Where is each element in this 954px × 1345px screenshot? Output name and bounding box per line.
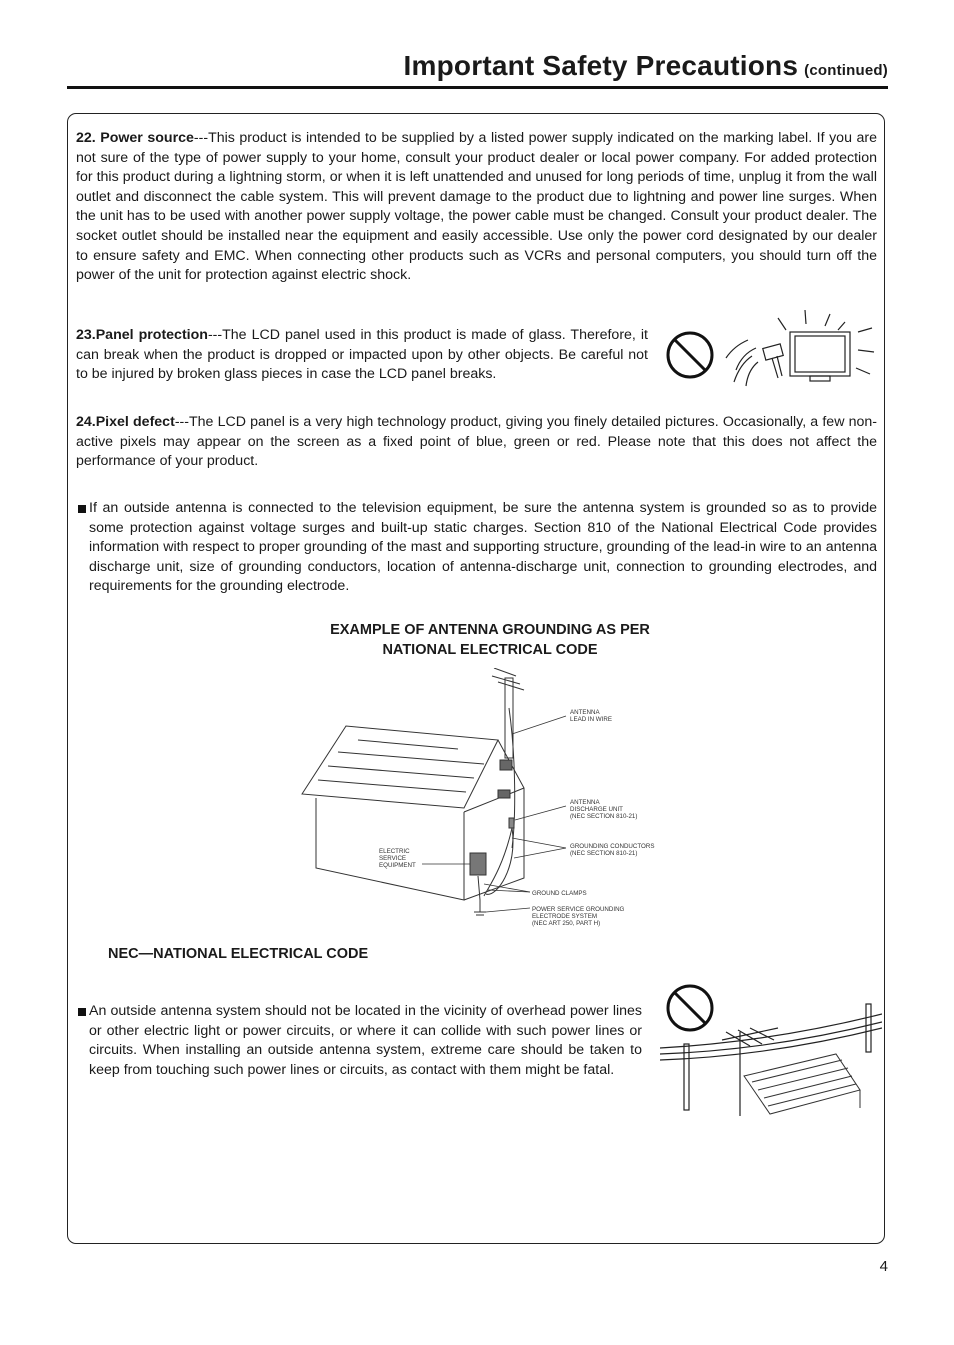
pixel-defect-text: ---The LCD panel is a very high technology product, giving you finely detailed pictures. Occasionally, a few non-active pixels may appear on the screen as a fixed point of blue, green or red. Please note that this does not affect the performance of your product. xyxy=(76,414,877,470)
title-continued: (continued) xyxy=(804,62,888,79)
roof-drawing xyxy=(744,1054,860,1114)
label-leaders xyxy=(422,716,566,912)
house-drawing xyxy=(302,726,524,900)
bullet-antenna-grounding xyxy=(89,499,877,597)
label-discharge-2: DISCHARGE UNIT xyxy=(570,806,623,813)
label-discharge-1: ANTENNA xyxy=(570,799,600,806)
title-rule xyxy=(67,86,888,89)
caption-line-2: NATIONAL ELECTRICAL CODE xyxy=(382,642,598,658)
antenna-mast xyxy=(492,668,524,848)
item-power-source xyxy=(76,129,877,286)
power-line-warning-illustration xyxy=(660,980,882,1120)
label-service-1: ELECTRIC xyxy=(379,848,410,855)
power-lines-text: An outside antenna system should not be located in the vicinity of overhead power lines or other electric light or power circuits, or where it can collide with such power lines or circuits. When installing an outside antenna system, extreme care should be taken to keep from touching such power lines or circuits, as contact with them might be fatal. xyxy=(89,1003,642,1078)
diagram-labels xyxy=(379,709,654,927)
title-text: Important Safety Precautions xyxy=(403,50,799,81)
bullet-square xyxy=(78,505,86,513)
label-conductors-1: GROUNDING CONDUCTORS xyxy=(570,843,655,850)
label-electrode-3: (NEC ART 250, PART H) xyxy=(532,920,601,927)
label-service-3: EQUIPMENT xyxy=(379,862,416,869)
antenna-drawing xyxy=(722,1028,778,1116)
antenna-grounding-text: If an outside antenna is connected to the television equipment, be sure the antenna system is grounded so as to provide some protection against voltage surges and built-up static charges. Section 810 of the National Electrical Code provides information with respect to proper grounding of the mast and supporting structure, grounding of the lead-in wire to an antenna discharge unit, size of grounding conductors, location of antenna-discharge unit, connection to grounding electrodes, and requirements for the grounding electrode. xyxy=(89,500,877,595)
label-ground-clamps: GROUND CLAMPS xyxy=(532,890,587,897)
utility-poles xyxy=(660,1004,882,1110)
service-equipment xyxy=(470,828,513,915)
item-panel-protection xyxy=(76,326,648,385)
power-source-text: ---This product is intended to be supplied by a listed power supply indicated on the marking label. If you are not sure of the type of power supply to your home, consult your product dealer or local power company. For added protection for this product during a lightning storm, or when it is left unattended and unused for long periods of time, unplug it from the wall outlet and disconnect the cable system. This will prevent damage to the product due to lightning and power line surges. When the unit has to be used with another power supply voltage, the power cable must be changed. Consult your product dealer. The socket outlet should be installed near the equipment and easily accessible. Use only the power cord designated by our dealer to ensure safety and EMC. When connecting other products such as VCRs and personal computers, you should turn off the power of the unit for protection against electric shock. xyxy=(76,130,877,284)
diagram-caption xyxy=(260,620,720,660)
prohibition-icon xyxy=(668,333,712,377)
hammer-icon xyxy=(726,340,783,386)
page-number: 4 xyxy=(879,1258,888,1275)
nec-label: NEC—NATIONAL ELECTRICAL CODE xyxy=(108,946,369,962)
bullet-square xyxy=(78,1008,86,1016)
label-service-2: SERVICE xyxy=(379,855,407,862)
label-electrode-1: POWER SERVICE GROUNDING xyxy=(532,906,625,913)
label-lead-in-1: ANTENNA xyxy=(570,709,600,716)
prohibition-icon xyxy=(668,986,712,1030)
pixel-defect-heading: 24.Pixel defect xyxy=(76,414,175,430)
label-conductors-2: (NEC SECTION 810-21) xyxy=(570,850,638,857)
panel-protection-heading: 23.Panel protection xyxy=(76,327,208,343)
label-discharge-3: (NEC SECTION 810-21) xyxy=(570,813,638,820)
panel-warning-illustration xyxy=(660,310,884,396)
antenna-grounding-diagram xyxy=(298,668,678,930)
label-lead-in-2: LEAD IN WIRE xyxy=(570,716,612,723)
caption-line-1: EXAMPLE OF ANTENNA GROUNDING AS PER xyxy=(330,622,650,638)
power-source-heading: 22. Power source xyxy=(76,130,194,146)
panel-protection-text: ---The LCD panel used in this product is made of glass. Therefore, it can break when the product is dropped or impacted upon by other objects. Be careful not to be injured by broken glass pieces in case the LCD panel breaks. xyxy=(76,327,648,383)
label-electrode-2: ELECTRODE SYSTEM xyxy=(532,913,597,920)
item-pixel-defect xyxy=(76,413,877,472)
page-title xyxy=(404,50,888,82)
lcd-monitor-icon xyxy=(778,310,874,381)
bullet-power-lines xyxy=(89,1002,642,1080)
